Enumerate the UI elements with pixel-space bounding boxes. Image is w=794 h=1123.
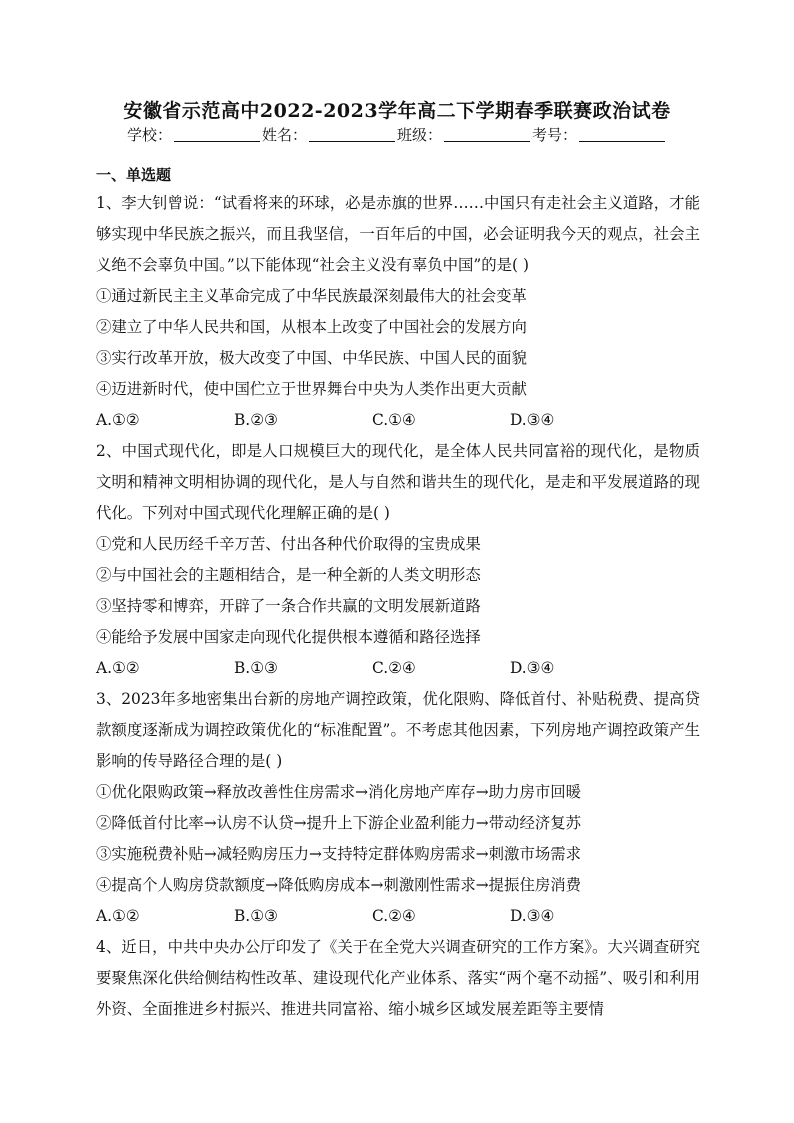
number-label: 考号： — [532, 126, 578, 144]
statement-option: ④提高个人购房贷款额度→降低购房成本→刺激刚性需求→提振住房消费 — [96, 876, 582, 894]
choice-c: C.①④ — [372, 411, 416, 429]
answer-choices — [96, 901, 700, 932]
choice-d: D.③④ — [510, 411, 555, 429]
choice-c: C.②④ — [372, 907, 416, 925]
class-blank — [444, 127, 530, 142]
statement-option: ③坚持零和博弈，开辟了一条合作共赢的文明发展新道路 — [96, 597, 481, 615]
statement-option: ②建立了中华人民共和国，从根本上改变了中国社会的发展方向 — [96, 318, 527, 336]
choice-a: A.①② — [96, 411, 140, 429]
page-title: 安徽省示范高中2022-2023学年高二下学期春季联赛政治试卷 — [123, 100, 671, 122]
answer-choices — [96, 653, 700, 684]
name-label: 姓名： — [261, 126, 307, 144]
statement-option: ④迈进新时代，使中国伫立于世界舞台中央为人类作出更大贡献 — [96, 380, 527, 398]
choice-d: D.③④ — [510, 907, 555, 925]
statement-option: ④能给予发展中国家走向现代化提供根本遵循和路径选择 — [96, 628, 481, 646]
number-blank — [579, 127, 665, 142]
choice-b: B.①③ — [234, 907, 278, 925]
school-blank — [174, 127, 260, 142]
choice-b: B.②③ — [234, 411, 278, 429]
section-heading: 一、单选题 — [96, 166, 172, 184]
student-info-line — [0, 124, 794, 145]
statement-option: ①通过新民主主义革命完成了中华民族最深刻最伟大的社会变革 — [96, 287, 527, 305]
statement-option: ③实施税费补贴→减轻购房压力→支持特定群体购房需求→刺激市场需求 — [96, 845, 582, 863]
question-4 — [96, 932, 700, 1025]
choice-d: D.③④ — [510, 659, 555, 677]
choice-a: A.①② — [96, 907, 140, 925]
statement-option: ①优化限购政策→释放改善性住房需求→消化房地产库存→助力房市回暖 — [96, 783, 582, 801]
statement-option: ②降低首付比率→认房不认贷→提升上下游企业盈利能力→带动经济复苏 — [96, 814, 582, 832]
statement-option: ①党和人民历经千辛万苦、付出各种代价取得的宝贵成果 — [96, 535, 481, 553]
choice-b: B.①③ — [234, 659, 278, 677]
statement-option: ②与中国社会的主题相结合，是一种全新的人类文明形态 — [96, 566, 481, 584]
question-1 — [96, 188, 700, 436]
exam-content — [96, 164, 700, 1025]
question-3 — [96, 684, 700, 932]
question-stem: 1、李大钊曾说：“试看将来的环球，必是赤旗的世界……中国只有走社会主义道路，才能够实现中华民族之振兴，而且我坚信，一百年后的中国，必会证明我今天的观点，社会主义绝不会辜负中国。”以下能体现“社会主义没有辜负中国”的是( ) — [96, 194, 700, 274]
question-stem: 4、近日，中共中央办公厅印发了《关于在全党大兴调查研究的工作方案》。大兴调查研究要聚焦深化供给侧结构性改革、建设现代化产业体系、落实“两个毫不动摇”、吸引和利用外资、全面推进乡村振兴、推进共同富裕、缩小城乡区域发展差距等主要情 — [96, 938, 700, 1018]
answer-choices — [96, 405, 700, 436]
question-stem: 2、中国式现代化，即是人口规模巨大的现代化，是全体人民共同富裕的现代化，是物质文明和精神文明相协调的现代化，是人与自然和谐共生的现代化，是走和平发展道路的现代化。下列对中国式现代化理解正确的是( ) — [96, 442, 700, 522]
question-2 — [96, 436, 700, 684]
class-label: 班级： — [397, 126, 443, 144]
school-label: 学校： — [126, 126, 172, 144]
choice-a: A.①② — [96, 659, 140, 677]
question-stem: 3、2023年多地密集出台新的房地产调控政策，优化限购、降低首付、补贴税费、提高贷款额度逐渐成为调控政策优化的“标准配置”。不考虑其他因素，下列房地产调控政策产生影响的传导路径合理的是( ) — [96, 690, 700, 770]
name-blank — [309, 127, 395, 142]
statement-option: ③实行改革开放，极大改变了中国、中华民族、中国人民的面貌 — [96, 349, 527, 367]
choice-c: C.②④ — [372, 659, 416, 677]
